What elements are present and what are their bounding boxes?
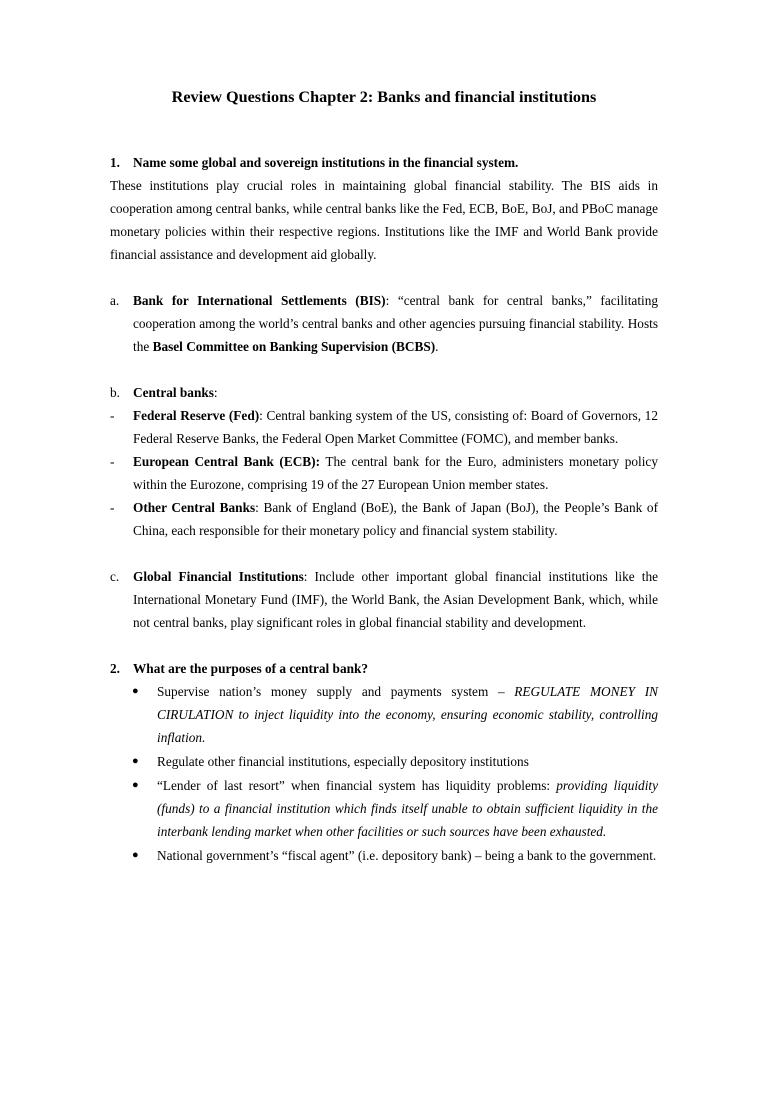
bullet-3-text: “Lender of last resort” when financial system has liquidity problems: [157, 778, 557, 793]
bullet-regulate [110, 750, 658, 773]
bullet-supervise [110, 680, 658, 749]
question-1-text: Name some global and sovereign institutions in the financial system. [133, 155, 519, 170]
bis-term: Bank for International Settlements (BIS) [133, 293, 386, 308]
question-1-answer: These institutions play crucial roles in maintaining global financial stability. The BIS aids in cooperation among central banks, while central banks like the Fed, ECB, BoE, BoJ, and PBoC manage monetary policies within their respective regions. Institutions like the IMF and World Bank provide financial assistance and development aid globally. [110, 178, 659, 262]
bullet-1-text: Supervise nation’s money supply and payments system – [157, 684, 515, 699]
bullet-1-italic: REGULATE MONEY IN CIRULATION to inject liquidity into the economy, ensuring economic stability, controlling inflation. [157, 684, 658, 745]
dash-marker: - [110, 500, 115, 515]
item-b-marker: b. [110, 385, 120, 400]
item-b-central-banks [110, 381, 658, 404]
item-a-bis [110, 289, 658, 358]
item-c-global-institutions [110, 565, 658, 634]
question-1-number: 1. [110, 155, 120, 170]
dash-marker: - [110, 454, 115, 469]
other-term: Other Central Banks [133, 500, 256, 515]
bullet-fiscal-agent [110, 844, 658, 867]
bullet-icon: ● [132, 849, 139, 861]
bis-end: . [435, 339, 439, 354]
fed-item [110, 404, 658, 450]
ecb-text: The central bank for the Euro, administers monetary policy within the Eurozone, comprising 19 of the 27 European Union member states. [133, 454, 658, 492]
ecb-term: European Central Bank (ECB): [133, 454, 321, 469]
dash-marker: - [110, 408, 115, 423]
global-text: : Include other important global financial institutions like the International Monetary Fund (IMF), the World Bank, the Asian Development Bank, which, while not central banks, play significant roles in global financial stability and development. [133, 569, 658, 630]
item-c-marker: c. [110, 569, 120, 584]
question-2-number: 2. [110, 661, 120, 676]
bullet-icon: ● [132, 685, 139, 697]
ecb-item [110, 450, 658, 496]
central-banks-term: Central banks [133, 385, 214, 400]
bis-text: : “central bank for central banks,” facilitating cooperation among the world’s central banks and other agencies pursuing financial stability. Hosts the [133, 293, 659, 354]
item-a-marker: a. [110, 293, 120, 308]
question-2 [110, 657, 658, 680]
page-title: Review Questions Chapter 2: Banks and financial institutions [171, 88, 597, 106]
other-central-banks-item [110, 496, 658, 542]
fed-term: Federal Reserve (Fed) [133, 408, 260, 423]
bcbs-term: Basel Committee on Banking Supervision (BCBS) [152, 339, 436, 354]
other-text: : Bank of England (BoE), the Bank of Japan (BoJ), the People’s Bank of China, each responsible for their monetary policy and financial system stability. [133, 500, 658, 538]
question-2-text: What are the purposes of a central bank? [133, 661, 369, 676]
fed-text: : Central banking system of the US, consisting of: Board of Governors, 12 Federal Reserve Banks, the Federal Open Market Committee (FOMC), and member banks. [133, 408, 658, 446]
question-1 [110, 151, 658, 174]
bullet-3-italic: providing liquidity (funds) to a financial institution which finds itself unable to obtain sufficient liquidity in the interbank lending market when other facilities or such sources have been exhausted. [157, 778, 658, 839]
bullet-4-text: National government’s “fiscal agent” (i.e. depository bank) – being a bank to the government. [157, 848, 657, 863]
bullet-icon: ● [132, 755, 139, 767]
bullet-lender [110, 774, 658, 843]
global-term: Global Financial Institutions [133, 569, 304, 584]
bullet-2-text: Regulate other financial institutions, especially depository institutions [157, 754, 529, 769]
bullet-icon: ● [132, 779, 139, 791]
document-page [0, 86, 768, 1110]
central-banks-colon: : [213, 385, 218, 400]
